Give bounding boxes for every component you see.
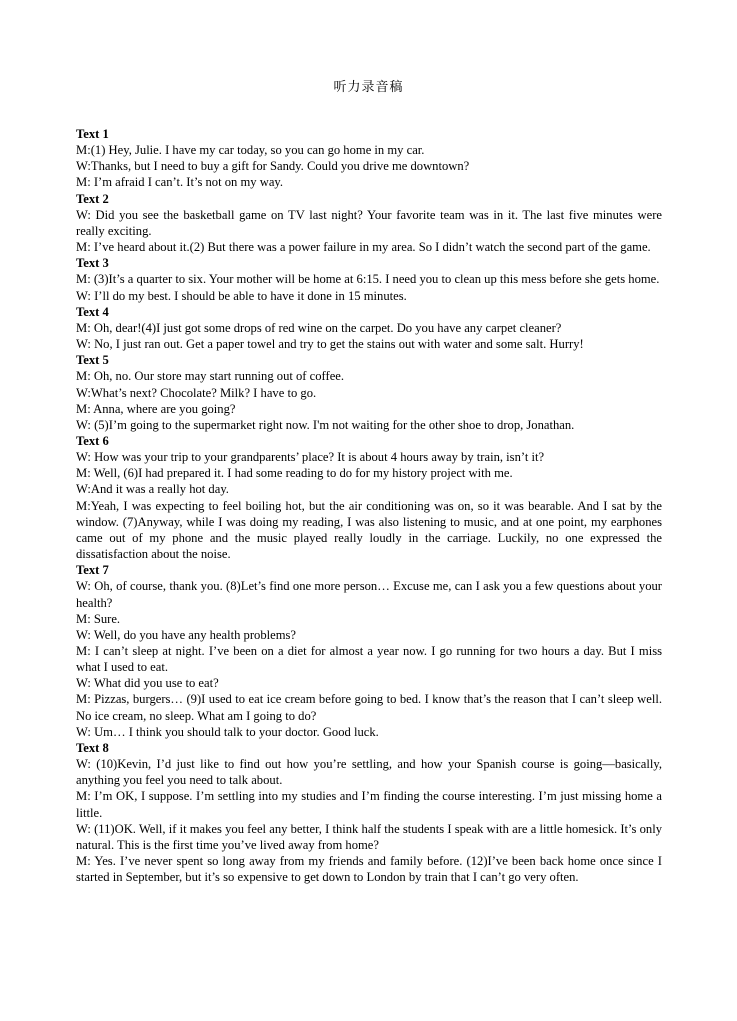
dialogue-line: M: Oh, dear!(4)I just got some drops of red wine on the carpet. Do you have any carpet cleaner? xyxy=(76,320,562,335)
section-heading: Text 5 xyxy=(76,353,109,368)
dialogue-line: W: Did you see the basketball game on TV last night? Your favorite team was in it. The last five minutes were really exciting. xyxy=(76,207,662,238)
dialogue-line: W: (11)OK. Well, if it makes you feel any better, I think half the students I speak with are a little homesick. It’s only natural. This is the first time you’ve lived away from home? xyxy=(76,821,662,852)
dialogue-line: M: Pizzas, burgers… (9)I used to eat ice cream before going to bed. I know that’s the reason that I can’t sleep well. No ice cream, no sleep. What am I going to do? xyxy=(76,692,662,723)
dialogue-line: W: Well, do you have any health problems? xyxy=(76,627,297,642)
dialogue-line: M: Anna, where are you going? xyxy=(76,401,236,416)
dialogue-line: W: No, I just ran out. Get a paper towel and try to get the stains out with water and some salt. Hurry! xyxy=(76,337,584,352)
section-heading: Text 7 xyxy=(76,563,109,578)
section-heading: Text 2 xyxy=(76,191,109,206)
section-heading: Text 8 xyxy=(76,740,109,755)
section-heading: Text 4 xyxy=(76,304,109,319)
dialogue-line: M: Oh, no. Our store may start running out of coffee. xyxy=(76,369,345,384)
dialogue-line: M:Yeah, I was expecting to feel boiling hot, but the air conditioning was on, so it was bearable. And I sat by the window. (7)Anyway, while I was doing my reading, I was also listening to music, and at one point, my earphones came out of my phone and the music played really loudly in the carriage. Luckily, no one expressed the dissatisfaction about the noise. xyxy=(76,498,662,562)
dialogue-line: M: I’m afraid I can’t. It’s not on my way. xyxy=(76,175,284,190)
section-heading: Text 1 xyxy=(76,127,109,141)
dialogue-line: W: Um… I think you should talk to your doctor. Good luck. xyxy=(76,724,379,739)
dialogue-line: W: Oh, of course, thank you. (8)Let’s find one more person… Excuse me, can I ask you a few questions about your health? xyxy=(76,579,662,610)
dialogue-line: W: What did you use to eat? xyxy=(76,676,219,691)
dialogue-line: W:And it was a really hot day. xyxy=(76,482,229,497)
dialogue-line: W: How was your trip to your grandparents’ place? It is about 4 hours away by train, isn’t it? xyxy=(76,450,545,465)
dialogue-line: M: I’m OK, I suppose. I’m settling into my studies and I’m finding the course interesting. I’m just missing home a little. xyxy=(76,789,662,820)
section-heading: Text 6 xyxy=(76,433,109,448)
dialogue-line: M: Yes. I’ve never spent so long away from my friends and family before. (12)I’ve been back home once since I started in September, but it’s so expensive to get down to London by train that I can’t go very often. xyxy=(76,854,662,885)
dialogue-line: M:(1) Hey, Julie. I have my car today, so you can go home in my car. xyxy=(76,143,425,158)
dialogue-line: W: (10)Kevin, I’d just like to find out how you’re settling, and how your Spanish course is going—basically, anything you feel you need to talk about. xyxy=(76,757,662,788)
dialogue-line: M: (3)It’s a quarter to six. Your mother will be home at 6:15. I need you to clean up this mess before she gets home. xyxy=(76,272,660,287)
dialogue-line: W: I’ll do my best. I should be able to have it done in 15 minutes. xyxy=(76,288,407,303)
dialogue-line: W:Thanks, but I need to buy a gift for Sandy. Could you drive me downtown? xyxy=(76,159,470,174)
document-title: 听力录音稿 xyxy=(333,80,404,95)
dialogue-line: M: I can’t sleep at night. I’ve been on a diet for almost a year now. I go running for two hours a day. But I miss what I used to eat. xyxy=(76,644,662,675)
dialogue-line: W:What’s next? Chocolate? Milk? I have to go. xyxy=(76,385,317,400)
dialogue-line: M: I’ve heard about it.(2) But there was a power failure in my area. So I didn’t watch the second part of the game. xyxy=(76,240,651,255)
dialogue-line: W: (5)I’m going to the supermarket right now. I'm not waiting for the other shoe to drop, Jonathan. xyxy=(76,417,575,432)
transcript-body xyxy=(76,126,662,885)
section-heading: Text 3 xyxy=(76,256,109,271)
dialogue-line: M: Well, (6)I had prepared it. I had some reading to do for my history project with me. xyxy=(76,466,513,481)
dialogue-line: M: Sure. xyxy=(76,611,121,626)
